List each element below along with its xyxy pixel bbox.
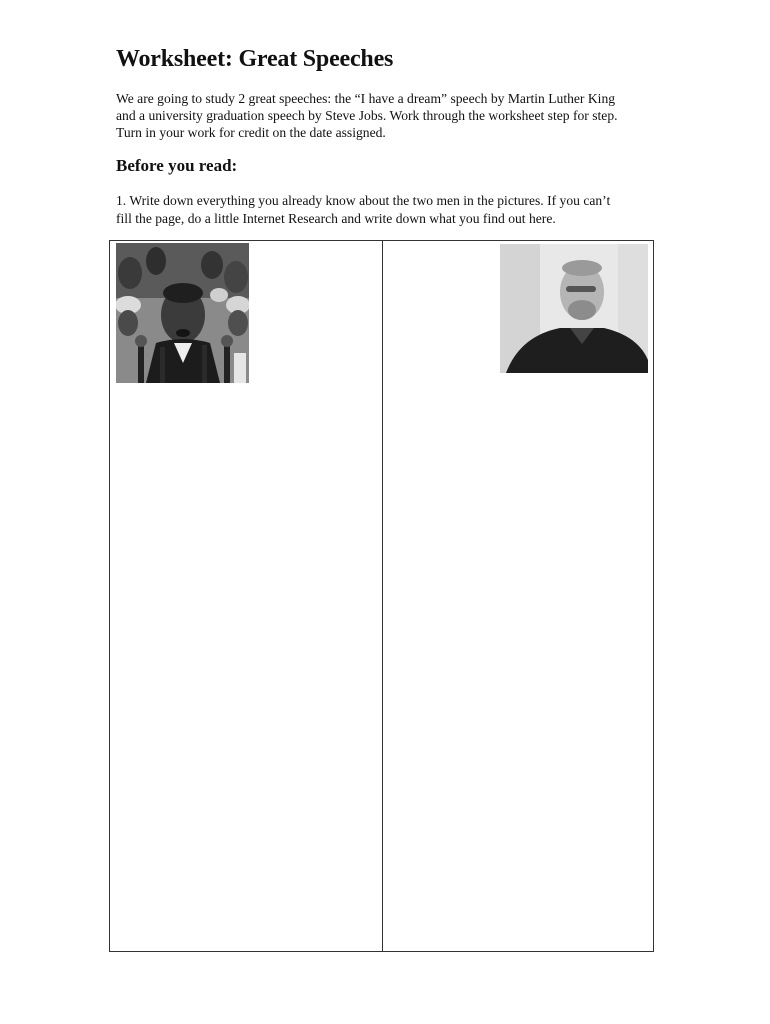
answer-cell-left[interactable] bbox=[110, 241, 383, 951]
question-line: fill the page, do a little Internet Research and write down what you find out here. bbox=[116, 211, 556, 226]
intro-paragraph bbox=[116, 90, 676, 141]
intro-line: We are going to study 2 great speeches: the “I have a dream” speech by Martin Luther King bbox=[116, 91, 616, 106]
question-1 bbox=[116, 192, 676, 228]
intro-line: and a university graduation speech by Steve Jobs. Work through the worksheet step for step. bbox=[116, 108, 618, 123]
question-line: 1. Write down everything you already know about the two men in the pictures. If you can’t bbox=[116, 193, 611, 208]
steve-jobs-photo bbox=[500, 244, 648, 373]
answer-cell-right[interactable] bbox=[383, 241, 653, 951]
section-heading: Before you read: bbox=[116, 156, 238, 175]
martin-luther-king-photo bbox=[116, 243, 249, 383]
answer-table bbox=[109, 240, 654, 952]
intro-line: Turn in your work for credit on the date assigned. bbox=[116, 125, 386, 140]
worksheet-title: Worksheet: Great Speeches bbox=[116, 46, 394, 72]
